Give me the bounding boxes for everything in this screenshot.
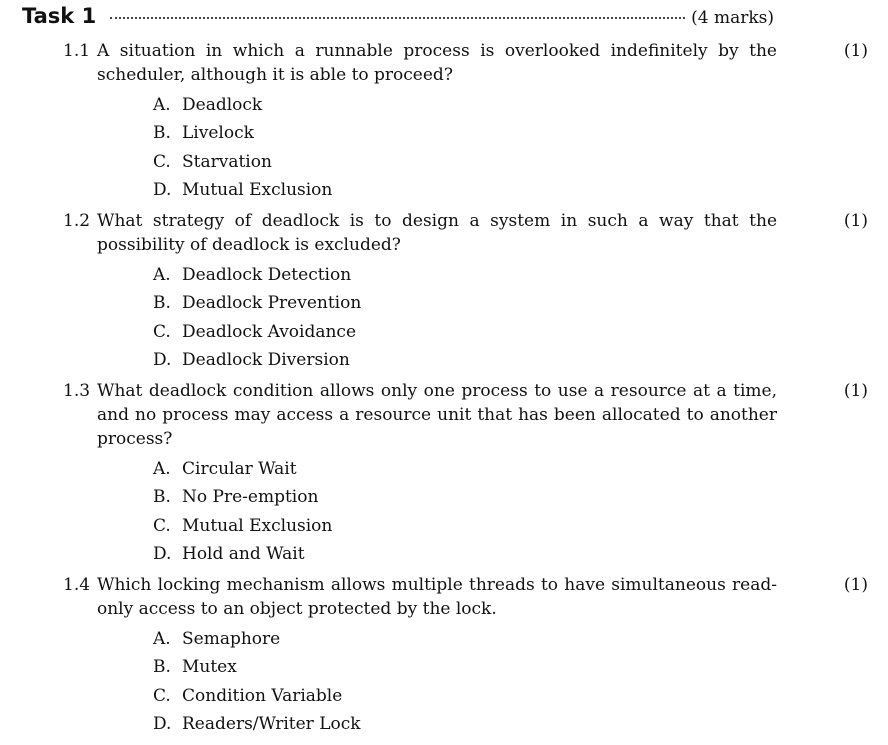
option-letter: C.	[153, 151, 171, 172]
option-b	[153, 119, 876, 147]
question-1-4	[63, 573, 876, 738]
option-letter: B.	[153, 123, 171, 144]
option-letter: A.	[153, 459, 171, 479]
option-a	[153, 625, 876, 653]
option-text: Readers/Writer Lock	[182, 713, 361, 734]
option-c	[153, 148, 876, 176]
option-b	[153, 289, 876, 317]
question-number: 1.2	[63, 211, 91, 231]
option-d	[153, 176, 876, 204]
option-list	[153, 625, 876, 738]
option-letter: D.	[153, 713, 172, 734]
dotted-leader	[110, 15, 685, 19]
option-letter: A.	[153, 265, 171, 285]
option-list	[153, 261, 876, 374]
option-text: Circular Wait	[182, 459, 297, 479]
option-list	[153, 455, 876, 568]
option-a	[153, 91, 876, 119]
question-1-2	[63, 209, 876, 374]
option-letter: A.	[153, 629, 171, 649]
option-c	[153, 512, 876, 540]
option-letter: D.	[153, 179, 172, 200]
question-number: 1.1	[63, 41, 91, 61]
option-letter: D.	[153, 543, 172, 564]
option-text: Condition Variable	[182, 685, 343, 706]
option-b	[153, 653, 876, 681]
option-letter: C.	[153, 685, 171, 706]
question-1-1	[63, 39, 876, 204]
task-title: Task 1	[22, 4, 97, 28]
question-number: 1.4	[63, 575, 91, 595]
option-text: Deadlock Prevention	[182, 293, 362, 314]
question-text: What strategy of deadlock is to design a system in such a way that the possibility of deadlock is excluded?	[97, 211, 777, 255]
option-c	[153, 682, 876, 710]
option-letter: C.	[153, 515, 171, 536]
question-mark: (1)	[843, 381, 868, 401]
task-marks: (4 marks)	[691, 8, 774, 28]
option-text: Hold and Wait	[182, 543, 305, 564]
question-mark: (1)	[843, 41, 868, 61]
option-b	[153, 483, 876, 511]
option-text: Semaphore	[182, 629, 281, 649]
question-mark: (1)	[843, 211, 868, 231]
option-text: Deadlock Detection	[182, 265, 352, 285]
option-letter: C.	[153, 321, 171, 342]
option-text: Mutual Exclusion	[182, 515, 333, 536]
option-letter: B.	[153, 487, 171, 508]
option-text: Deadlock Avoidance	[182, 321, 357, 342]
option-letter: D.	[153, 349, 172, 370]
option-text: No Pre-emption	[182, 487, 319, 508]
option-d	[153, 540, 876, 568]
option-a	[153, 455, 876, 483]
option-letter: B.	[153, 293, 171, 314]
option-text: Deadlock	[182, 95, 263, 115]
question-text: Which locking mechanism allows multiple threads to have simultaneous read-only access to an object protected by the lock.	[97, 575, 777, 619]
option-text: Livelock	[182, 123, 254, 144]
task-header	[22, 4, 774, 34]
option-a	[153, 261, 876, 289]
question-1-3	[63, 379, 876, 568]
option-text: Starvation	[182, 151, 272, 172]
option-list	[153, 91, 876, 204]
option-d	[153, 710, 876, 738]
option-c	[153, 318, 876, 346]
option-text: Deadlock Diversion	[182, 349, 350, 370]
question-text: What deadlock condition allows only one process to use a resource at a time, and no process may access a resource unit that has been allocated to another process?	[97, 381, 777, 449]
question-number: 1.3	[63, 381, 91, 401]
option-text: Mutex	[182, 657, 237, 678]
question-mark: (1)	[843, 575, 868, 595]
option-letter: B.	[153, 657, 171, 678]
option-d	[153, 346, 876, 374]
question-text: A situation in which a runnable process is overlooked indefinitely by the scheduler, although it is able to proceed?	[97, 41, 777, 85]
option-text: Mutual Exclusion	[182, 179, 333, 200]
option-letter: A.	[153, 95, 171, 115]
